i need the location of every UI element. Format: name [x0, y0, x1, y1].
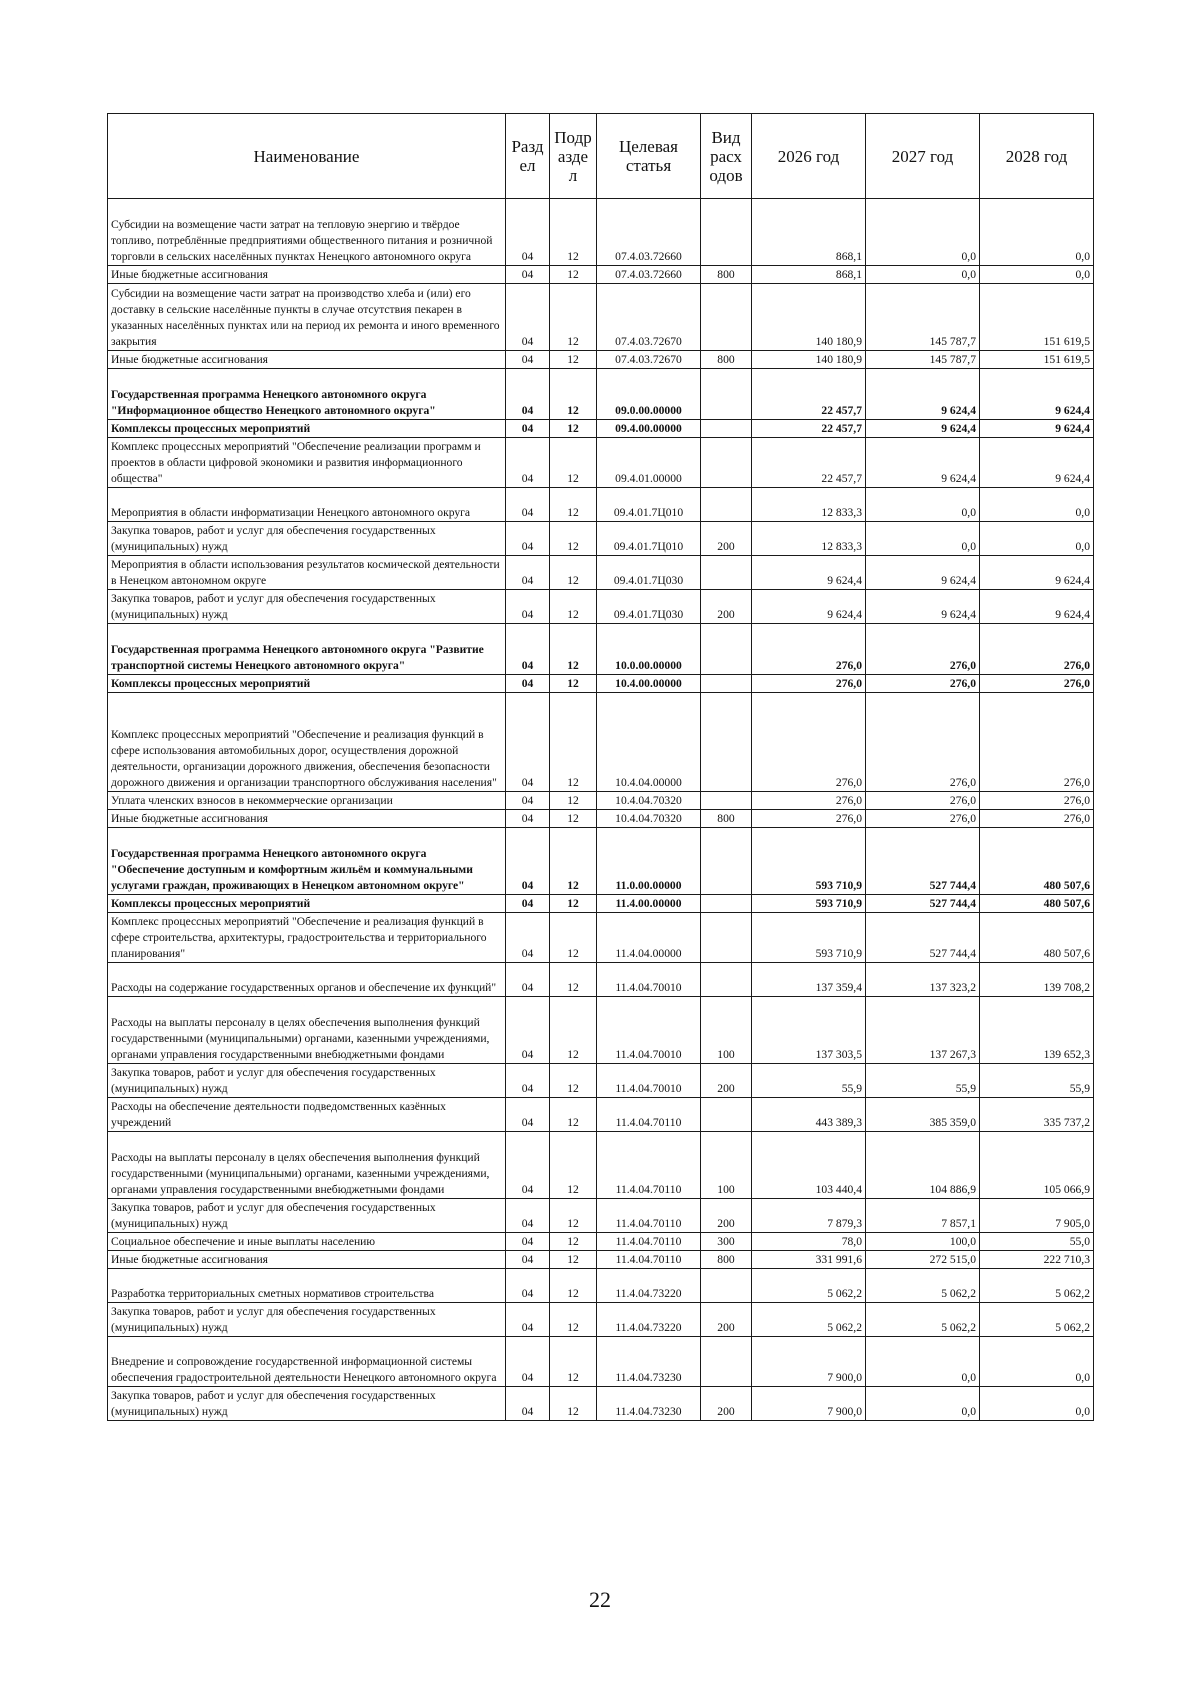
row-value-2027-cell: 276,0	[866, 624, 980, 675]
row-value-2026-cell: 55,9	[752, 1064, 866, 1098]
row-razdel-cell: 04	[506, 522, 550, 556]
row-razdel-cell: 04	[506, 1303, 550, 1337]
row-podrazdel-cell: 12	[550, 624, 597, 675]
row-value-2027-cell: 0,0	[866, 488, 980, 522]
row-value-2028-cell: 139 708,2	[980, 963, 1094, 997]
row-target-article-cell: 11.4.04.70010	[597, 963, 701, 997]
row-value-2028-cell: 276,0	[980, 675, 1094, 693]
row-razdel-cell: 04	[506, 963, 550, 997]
table-row	[108, 1269, 1094, 1303]
row-value-2028-cell: 480 507,6	[980, 895, 1094, 913]
row-value-2026-cell: 593 710,9	[752, 895, 866, 913]
row-value-2027-cell: 276,0	[866, 792, 980, 810]
table-row	[108, 1337, 1094, 1387]
row-value-2027-cell: 55,9	[866, 1064, 980, 1098]
budget-table	[107, 113, 1094, 1421]
row-value-2026-cell: 140 180,9	[752, 351, 866, 369]
row-target-article-cell: 11.4.04.70110	[597, 1233, 701, 1251]
row-expense-type-cell	[701, 828, 752, 895]
row-razdel-cell: 04	[506, 1251, 550, 1269]
row-target-article-cell: 09.4.01.7Ц010	[597, 488, 701, 522]
row-value-2027-cell: 145 787,7	[866, 351, 980, 369]
row-value-2026-cell: 22 457,7	[752, 369, 866, 420]
row-name-cell: Закупка товаров, работ и услуг для обеспечения государственных (муниципальных) нужд	[108, 590, 506, 624]
row-name-cell: Комплекс процессных мероприятий "Обеспечение и реализация функций в сфере строительства, архитектуры, градостроительства и территориального планирования"	[108, 913, 506, 963]
row-expense-type-cell	[701, 438, 752, 488]
row-value-2028-cell: 7 905,0	[980, 1199, 1094, 1233]
row-value-2028-cell: 9 624,4	[980, 438, 1094, 488]
row-value-2027-cell: 7 857,1	[866, 1199, 980, 1233]
table-row	[108, 624, 1094, 675]
row-podrazdel-cell: 12	[550, 693, 597, 792]
row-razdel-cell: 04	[506, 438, 550, 488]
row-value-2026-cell: 137 303,5	[752, 997, 866, 1064]
row-expense-type-cell	[701, 693, 752, 792]
header-razdel: Разд ел	[506, 114, 550, 199]
row-name-cell: Закупка товаров, работ и услуг для обеспечения государственных (муниципальных) нужд	[108, 1387, 506, 1421]
table-row	[108, 828, 1094, 895]
row-razdel-cell: 04	[506, 1098, 550, 1132]
row-name-cell: Комплексы процессных мероприятий	[108, 675, 506, 693]
table-row	[108, 556, 1094, 590]
row-expense-type-cell: 200	[701, 522, 752, 556]
row-razdel-cell: 04	[506, 1387, 550, 1421]
row-name-cell: Внедрение и сопровождение государственной информационной системы обеспечения градостроительной деятельности Ненецкого автономного округа	[108, 1337, 506, 1387]
row-value-2028-cell: 276,0	[980, 810, 1094, 828]
row-target-article-cell: 10.4.04.70320	[597, 792, 701, 810]
row-expense-type-cell: 200	[701, 1303, 752, 1337]
row-target-article-cell: 07.4.03.72660	[597, 266, 701, 284]
row-expense-type-cell	[701, 895, 752, 913]
row-name-cell: Закупка товаров, работ и услуг для обеспечения государственных (муниципальных) нужд	[108, 1199, 506, 1233]
row-value-2028-cell: 276,0	[980, 792, 1094, 810]
row-value-2027-cell: 5 062,2	[866, 1269, 980, 1303]
row-value-2028-cell: 9 624,4	[980, 590, 1094, 624]
row-value-2026-cell: 276,0	[752, 792, 866, 810]
row-podrazdel-cell: 12	[550, 1064, 597, 1098]
row-value-2027-cell: 272 515,0	[866, 1251, 980, 1269]
row-expense-type-cell	[701, 675, 752, 693]
row-value-2026-cell: 5 062,2	[752, 1303, 866, 1337]
table-row	[108, 1064, 1094, 1098]
table-row	[108, 1233, 1094, 1251]
row-value-2027-cell: 0,0	[866, 1387, 980, 1421]
row-expense-type-cell: 800	[701, 351, 752, 369]
row-podrazdel-cell: 12	[550, 792, 597, 810]
row-razdel-cell: 04	[506, 590, 550, 624]
row-value-2028-cell: 151 619,5	[980, 351, 1094, 369]
header-target-article: Целевая статья	[597, 114, 701, 199]
row-target-article-cell: 11.4.04.73230	[597, 1337, 701, 1387]
row-value-2027-cell: 0,0	[866, 199, 980, 266]
table-row	[108, 438, 1094, 488]
row-value-2028-cell: 480 507,6	[980, 913, 1094, 963]
row-value-2028-cell: 9 624,4	[980, 556, 1094, 590]
row-razdel-cell: 04	[506, 624, 550, 675]
row-value-2026-cell: 868,1	[752, 199, 866, 266]
row-target-article-cell: 07.4.03.72670	[597, 351, 701, 369]
row-value-2026-cell: 5 062,2	[752, 1269, 866, 1303]
row-razdel-cell: 04	[506, 556, 550, 590]
row-value-2028-cell: 5 062,2	[980, 1269, 1094, 1303]
row-expense-type-cell	[701, 1098, 752, 1132]
row-value-2026-cell: 443 389,3	[752, 1098, 866, 1132]
table-row	[108, 1199, 1094, 1233]
row-value-2027-cell: 137 323,2	[866, 963, 980, 997]
row-expense-type-cell: 100	[701, 997, 752, 1064]
row-razdel-cell: 04	[506, 266, 550, 284]
row-target-article-cell: 09.4.01.7Ц030	[597, 590, 701, 624]
row-target-article-cell: 09.4.00.00000	[597, 420, 701, 438]
table-row	[108, 895, 1094, 913]
row-value-2027-cell: 100,0	[866, 1233, 980, 1251]
row-razdel-cell: 04	[506, 1132, 550, 1199]
row-value-2027-cell: 9 624,4	[866, 438, 980, 488]
row-podrazdel-cell: 12	[550, 1337, 597, 1387]
row-name-cell: Иные бюджетные ассигнования	[108, 1251, 506, 1269]
row-podrazdel-cell: 12	[550, 420, 597, 438]
row-value-2026-cell: 331 991,6	[752, 1251, 866, 1269]
row-expense-type-cell: 100	[701, 1132, 752, 1199]
row-podrazdel-cell: 12	[550, 1098, 597, 1132]
row-target-article-cell: 11.4.04.70010	[597, 997, 701, 1064]
row-value-2028-cell: 0,0	[980, 1387, 1094, 1421]
row-value-2026-cell: 9 624,4	[752, 590, 866, 624]
row-podrazdel-cell: 12	[550, 913, 597, 963]
row-value-2028-cell: 480 507,6	[980, 828, 1094, 895]
table-row	[108, 590, 1094, 624]
row-name-cell: Уплата членских взносов в некоммерческие организации	[108, 792, 506, 810]
header-year-2028: 2028 год	[980, 114, 1094, 199]
row-value-2026-cell: 7 900,0	[752, 1387, 866, 1421]
row-expense-type-cell: 200	[701, 1199, 752, 1233]
row-target-article-cell: 09.4.01.7Ц030	[597, 556, 701, 590]
row-value-2028-cell: 5 062,2	[980, 1303, 1094, 1337]
row-name-cell: Расходы на обеспечение деятельности подведомственных казённых учреждений	[108, 1098, 506, 1132]
row-name-cell: Разработка территориальных сметных нормативов строительства	[108, 1269, 506, 1303]
row-value-2028-cell: 0,0	[980, 199, 1094, 266]
row-podrazdel-cell: 12	[550, 369, 597, 420]
row-podrazdel-cell: 12	[550, 199, 597, 266]
row-podrazdel-cell: 12	[550, 438, 597, 488]
row-razdel-cell: 04	[506, 420, 550, 438]
row-name-cell: Комплексы процессных мероприятий	[108, 420, 506, 438]
row-value-2026-cell: 140 180,9	[752, 284, 866, 351]
table-row	[108, 1303, 1094, 1337]
row-value-2028-cell: 55,9	[980, 1064, 1094, 1098]
row-value-2027-cell: 527 744,4	[866, 828, 980, 895]
header-podrazdel: Подр азде л	[550, 114, 597, 199]
table-row	[108, 675, 1094, 693]
row-value-2026-cell: 103 440,4	[752, 1132, 866, 1199]
row-value-2026-cell: 593 710,9	[752, 828, 866, 895]
table-row	[108, 792, 1094, 810]
row-razdel-cell: 04	[506, 810, 550, 828]
row-razdel-cell: 04	[506, 693, 550, 792]
row-value-2026-cell: 22 457,7	[752, 438, 866, 488]
row-podrazdel-cell: 12	[550, 1199, 597, 1233]
row-value-2027-cell: 527 744,4	[866, 895, 980, 913]
table-row	[108, 963, 1094, 997]
row-expense-type-cell	[701, 913, 752, 963]
row-value-2026-cell: 276,0	[752, 693, 866, 792]
page-number: 22	[589, 1587, 611, 1612]
row-value-2028-cell: 9 624,4	[980, 420, 1094, 438]
table-row	[108, 997, 1094, 1064]
table-row	[108, 810, 1094, 828]
row-name-cell: Закупка товаров, работ и услуг для обеспечения государственных (муниципальных) нужд	[108, 1303, 506, 1337]
row-value-2027-cell: 276,0	[866, 810, 980, 828]
table-row	[108, 1098, 1094, 1132]
row-name-cell: Социальное обеспечение и иные выплаты населению	[108, 1233, 506, 1251]
row-name-cell: Закупка товаров, работ и услуг для обеспечения государственных (муниципальных) нужд	[108, 522, 506, 556]
row-name-cell: Иные бюджетные ассигнования	[108, 810, 506, 828]
table-row	[108, 284, 1094, 351]
row-value-2028-cell: 276,0	[980, 624, 1094, 675]
row-name-cell: Комплекс процессных мероприятий "Обеспечение реализации программ и проектов в области цифровой экономики и развития информационного общества"	[108, 438, 506, 488]
row-razdel-cell: 04	[506, 997, 550, 1064]
row-value-2026-cell: 12 833,3	[752, 522, 866, 556]
row-razdel-cell: 04	[506, 1233, 550, 1251]
row-razdel-cell: 04	[506, 828, 550, 895]
row-name-cell: Субсидии на возмещение части затрат на производство хлеба и (или) его доставку в сельские населённые пункты в случае отсутствия пекарен в указанных населённых пунктах или на период их ремонта и иного временного закрытия	[108, 284, 506, 351]
row-razdel-cell: 04	[506, 369, 550, 420]
row-name-cell: Расходы на выплаты персоналу в целях обеспечения выполнения функций государственными (муниципальными) органами, казенными учреждениями, органами управления государственными внебюджетными фондами	[108, 1132, 506, 1199]
header-name: Наименование	[108, 114, 506, 199]
row-target-article-cell: 11.4.04.73220	[597, 1269, 701, 1303]
row-value-2026-cell: 593 710,9	[752, 913, 866, 963]
row-target-article-cell: 11.4.04.70110	[597, 1098, 701, 1132]
table-row	[108, 369, 1094, 420]
row-target-article-cell: 10.0.00.00000	[597, 624, 701, 675]
row-expense-type-cell: 200	[701, 1387, 752, 1421]
row-value-2026-cell: 9 624,4	[752, 556, 866, 590]
row-value-2028-cell: 0,0	[980, 266, 1094, 284]
row-value-2027-cell: 145 787,7	[866, 284, 980, 351]
row-podrazdel-cell: 12	[550, 266, 597, 284]
row-name-cell: Иные бюджетные ассигнования	[108, 266, 506, 284]
row-target-article-cell: 10.4.04.70320	[597, 810, 701, 828]
row-razdel-cell: 04	[506, 488, 550, 522]
row-value-2028-cell: 0,0	[980, 488, 1094, 522]
row-target-article-cell: 11.0.00.00000	[597, 828, 701, 895]
header-expense-type: Вид расх одов	[701, 114, 752, 199]
row-target-article-cell: 10.4.04.00000	[597, 693, 701, 792]
row-target-article-cell: 11.4.04.73230	[597, 1387, 701, 1421]
row-target-article-cell: 09.4.01.7Ц010	[597, 522, 701, 556]
row-value-2026-cell: 22 457,7	[752, 420, 866, 438]
row-name-cell: Государственная программа Ненецкого автономного округа "Информационное общество Ненецкого автономного округа"	[108, 369, 506, 420]
row-expense-type-cell	[701, 792, 752, 810]
row-expense-type-cell	[701, 284, 752, 351]
row-podrazdel-cell: 12	[550, 1269, 597, 1303]
row-value-2026-cell: 276,0	[752, 675, 866, 693]
row-podrazdel-cell: 12	[550, 1303, 597, 1337]
row-podrazdel-cell: 12	[550, 556, 597, 590]
row-name-cell: Расходы на содержание государственных органов и обеспечение их функций"	[108, 963, 506, 997]
row-value-2028-cell: 105 066,9	[980, 1132, 1094, 1199]
row-podrazdel-cell: 12	[550, 284, 597, 351]
row-expense-type-cell	[701, 1337, 752, 1387]
row-target-article-cell: 11.4.04.70110	[597, 1199, 701, 1233]
row-target-article-cell: 11.4.04.73220	[597, 1303, 701, 1337]
row-name-cell: Иные бюджетные ассигнования	[108, 351, 506, 369]
row-expense-type-cell	[701, 420, 752, 438]
row-value-2026-cell: 7 879,3	[752, 1199, 866, 1233]
row-value-2026-cell: 12 833,3	[752, 488, 866, 522]
row-value-2027-cell: 9 624,4	[866, 369, 980, 420]
row-value-2027-cell: 385 359,0	[866, 1098, 980, 1132]
table-row	[108, 522, 1094, 556]
table-row	[108, 351, 1094, 369]
row-value-2027-cell: 0,0	[866, 1337, 980, 1387]
row-razdel-cell: 04	[506, 284, 550, 351]
row-value-2027-cell: 104 886,9	[866, 1132, 980, 1199]
row-value-2027-cell: 137 267,3	[866, 997, 980, 1064]
row-expense-type-cell: 200	[701, 590, 752, 624]
row-target-article-cell: 11.4.04.00000	[597, 913, 701, 963]
row-podrazdel-cell: 12	[550, 1233, 597, 1251]
row-value-2028-cell: 276,0	[980, 693, 1094, 792]
table-header-row	[108, 114, 1094, 199]
row-value-2027-cell: 0,0	[866, 522, 980, 556]
row-razdel-cell: 04	[506, 675, 550, 693]
row-podrazdel-cell: 12	[550, 895, 597, 913]
row-razdel-cell: 04	[506, 1337, 550, 1387]
row-expense-type-cell: 800	[701, 810, 752, 828]
row-razdel-cell: 04	[506, 895, 550, 913]
row-value-2026-cell: 276,0	[752, 810, 866, 828]
row-target-article-cell: 10.4.00.00000	[597, 675, 701, 693]
row-name-cell: Закупка товаров, работ и услуг для обеспечения государственных (муниципальных) нужд	[108, 1064, 506, 1098]
row-podrazdel-cell: 12	[550, 828, 597, 895]
header-year-2027: 2027 год	[866, 114, 980, 199]
row-target-article-cell: 11.4.00.00000	[597, 895, 701, 913]
table-row	[108, 420, 1094, 438]
row-podrazdel-cell: 12	[550, 1132, 597, 1199]
row-value-2028-cell: 335 737,2	[980, 1098, 1094, 1132]
table-row	[108, 199, 1094, 266]
row-expense-type-cell	[701, 369, 752, 420]
row-expense-type-cell	[701, 1269, 752, 1303]
row-expense-type-cell	[701, 488, 752, 522]
table-body	[108, 199, 1094, 1421]
table-row	[108, 693, 1094, 792]
table-row	[108, 1387, 1094, 1421]
row-razdel-cell: 04	[506, 913, 550, 963]
row-expense-type-cell	[701, 556, 752, 590]
row-target-article-cell: 11.4.04.70010	[597, 1064, 701, 1098]
row-podrazdel-cell: 12	[550, 590, 597, 624]
row-value-2027-cell: 9 624,4	[866, 420, 980, 438]
row-value-2027-cell: 9 624,4	[866, 556, 980, 590]
row-podrazdel-cell: 12	[550, 997, 597, 1064]
row-value-2028-cell: 0,0	[980, 522, 1094, 556]
table-row	[108, 1132, 1094, 1199]
row-value-2026-cell: 137 359,4	[752, 963, 866, 997]
row-name-cell: Субсидии на возмещение части затрат на тепловую энергию и твёрдое топливо, потреблённые предприятиями общественного питания и розничной торговли в сельских населённых пунктах Ненецкого автономного округа	[108, 199, 506, 266]
row-podrazdel-cell: 12	[550, 675, 597, 693]
row-value-2028-cell: 151 619,5	[980, 284, 1094, 351]
row-razdel-cell: 04	[506, 1064, 550, 1098]
row-expense-type-cell: 300	[701, 1233, 752, 1251]
row-value-2027-cell: 276,0	[866, 675, 980, 693]
row-name-cell: Государственная программа Ненецкого автономного округа "Развитие транспортной системы Ненецкого автономного округа"	[108, 624, 506, 675]
row-value-2027-cell: 276,0	[866, 693, 980, 792]
row-podrazdel-cell: 12	[550, 351, 597, 369]
row-name-cell: Расходы на выплаты персоналу в целях обеспечения выполнения функций государственными (муниципальными) органами, казенными учреждениями, органами управления государственными внебюджетными фондами	[108, 997, 506, 1064]
row-razdel-cell: 04	[506, 1269, 550, 1303]
row-value-2028-cell: 139 652,3	[980, 997, 1094, 1064]
row-expense-type-cell	[701, 199, 752, 266]
row-value-2026-cell: 78,0	[752, 1233, 866, 1251]
row-value-2028-cell: 9 624,4	[980, 369, 1094, 420]
row-value-2027-cell: 527 744,4	[866, 913, 980, 963]
row-target-article-cell: 09.4.01.00000	[597, 438, 701, 488]
row-name-cell: Мероприятия в области информатизации Ненецкого автономного округа	[108, 488, 506, 522]
row-name-cell: Мероприятия в области использования результатов космической деятельности в Ненецком автономном округе	[108, 556, 506, 590]
table-row	[108, 266, 1094, 284]
row-expense-type-cell: 800	[701, 1251, 752, 1269]
row-value-2027-cell: 5 062,2	[866, 1303, 980, 1337]
row-value-2026-cell: 276,0	[752, 624, 866, 675]
row-razdel-cell: 04	[506, 792, 550, 810]
header-year-2026: 2026 год	[752, 114, 866, 199]
row-target-article-cell: 07.4.03.72670	[597, 284, 701, 351]
row-target-article-cell: 09.0.00.00000	[597, 369, 701, 420]
row-name-cell: Комплекс процессных мероприятий "Обеспечение и реализация функций в сфере использования автомобильных дорог, осуществления дорожной деятельности, организации дорожного движения, обеспечения безопасности дорожного движения и организации транспортного обслуживания населения"	[108, 693, 506, 792]
row-target-article-cell: 07.4.03.72660	[597, 199, 701, 266]
row-razdel-cell: 04	[506, 351, 550, 369]
row-podrazdel-cell: 12	[550, 1251, 597, 1269]
row-podrazdel-cell: 12	[550, 522, 597, 556]
row-value-2028-cell: 0,0	[980, 1337, 1094, 1387]
row-value-2027-cell: 0,0	[866, 266, 980, 284]
row-podrazdel-cell: 12	[550, 810, 597, 828]
table-row	[108, 1251, 1094, 1269]
row-podrazdel-cell: 12	[550, 963, 597, 997]
row-value-2028-cell: 222 710,3	[980, 1251, 1094, 1269]
table-row	[108, 488, 1094, 522]
row-target-article-cell: 11.4.04.70110	[597, 1251, 701, 1269]
row-razdel-cell: 04	[506, 199, 550, 266]
row-value-2027-cell: 9 624,4	[866, 590, 980, 624]
row-expense-type-cell: 200	[701, 1064, 752, 1098]
row-name-cell: Государственная программа Ненецкого автономного округа "Обеспечение доступным и комфортным жильём и коммунальными услугами граждан, проживающих в Ненецком автономном округе"	[108, 828, 506, 895]
row-target-article-cell: 11.4.04.70110	[597, 1132, 701, 1199]
row-value-2028-cell: 55,0	[980, 1233, 1094, 1251]
row-expense-type-cell	[701, 963, 752, 997]
row-expense-type-cell: 800	[701, 266, 752, 284]
row-value-2026-cell: 7 900,0	[752, 1337, 866, 1387]
row-podrazdel-cell: 12	[550, 1387, 597, 1421]
row-expense-type-cell	[701, 624, 752, 675]
row-razdel-cell: 04	[506, 1199, 550, 1233]
row-name-cell: Комплексы процессных мероприятий	[108, 895, 506, 913]
row-podrazdel-cell: 12	[550, 488, 597, 522]
row-value-2026-cell: 868,1	[752, 266, 866, 284]
table-row	[108, 913, 1094, 963]
